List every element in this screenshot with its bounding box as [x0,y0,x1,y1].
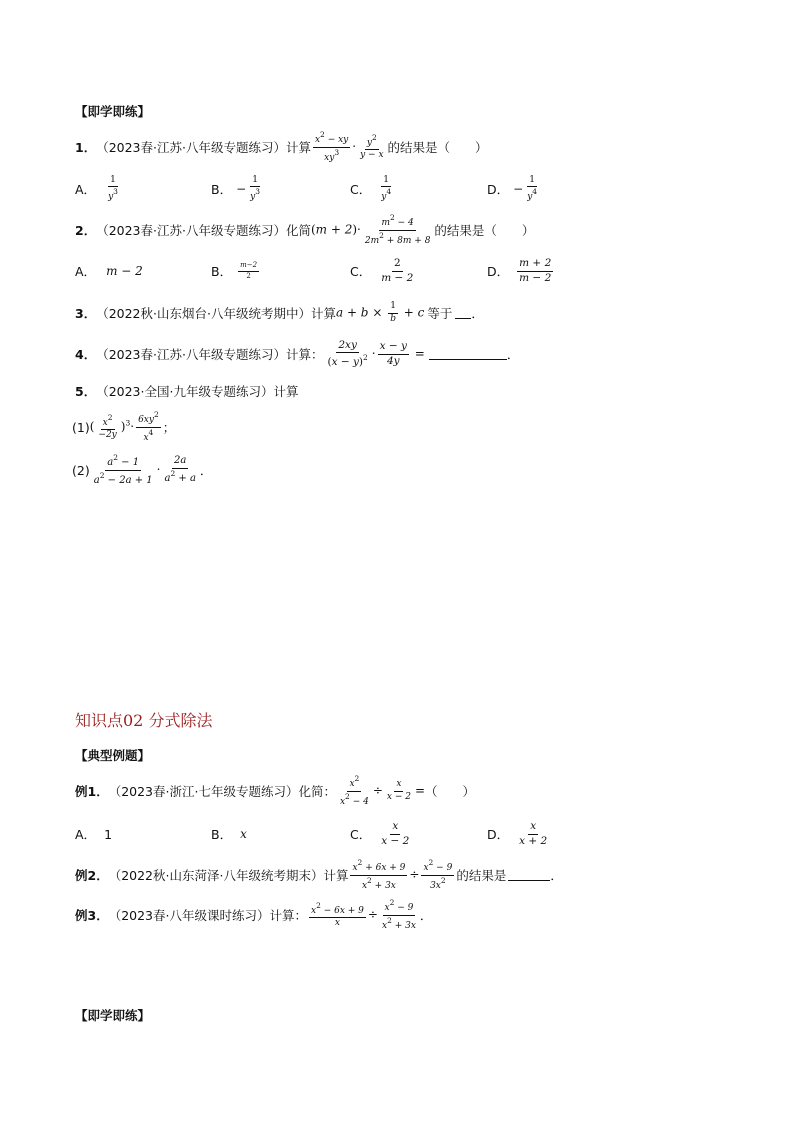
expression: $\frac{x^2}{x^2 - 4}$ ÷ $\frac{x}{x - 2}$ = [339,774,426,807]
question-5-part-2: (2) $\frac{a^2 - 1}{a^2 - 2a + 1}$ · $\frac{2a}{a^2 + a}$ ． [72,453,213,486]
question-5: 5． （2023·全国·九年级专题练习）计算 [75,384,299,399]
option-d[interactable]: D． − $\frac{1}{y^4}$ [487,174,538,202]
option-c[interactable]: C． $\frac{x}{x - 2}$ [350,820,410,847]
example-2: 例2． （2022秋·山东菏泽·八年级统考期末）计算 $\frac{x^2 + 6x + 9}{x^2 + 3x}$ ÷ $\frac{x^2 - 9}{3x^2}$ 的结果是 ． [75,858,563,891]
expression: $\frac{a^2 - 1}{a^2 - 2a + 1}$ · $\frac{2a}{a^2 + a}$ [93,453,196,486]
question-5-part-1: (1) ( $\frac{x^2}{-2y}$ )$^3$· $\frac{6xy^2}{x^4}$ ； [72,410,176,443]
option-d[interactable]: D． $\frac{x}{x + 2}$ [487,820,548,847]
expression: a + b × $\frac{1}{b}$ + c [335,301,425,324]
option-b[interactable]: B． − $\frac{1}{y^3}$ [211,174,261,202]
answer-blank[interactable] [508,870,550,881]
option-a[interactable]: A． 1 [75,826,113,842]
option-d[interactable]: D． $\frac{m + 2}{m - 2}$ [487,257,552,284]
option-b[interactable]: B． $\frac{m-2}{2}$ [211,261,258,280]
expression: (m + 2)· $\frac{m^2 - 4}{2m^2 + 8m + 8}$ [310,213,431,246]
question-tail: 的结果是（ ） [387,140,488,155]
option-c[interactable]: C． $\frac{1}{y^4}$ [350,174,392,202]
question-number: 1． [75,140,97,155]
option-a[interactable]: A． m − 2 [75,264,143,279]
question-2: 2． （2023春·江苏·八年级专题练习）化简 (m + 2)· $\frac{m^2 - 4}{2m^2 + 8m + 8}$ 的结果是（ ） [75,213,535,246]
question-3: 3． （2022秋·山东烟台·八年级统考期中）计算 a + b × $\frac{1}{b}$ + c 等于 ． [75,301,484,324]
option-b[interactable]: B． x [211,827,247,842]
question-1 [75,130,488,164]
answer-blank[interactable] [429,349,507,360]
example-3: 例3． （2023春·八年级课时练习）计算： $\frac{x^2 - 6x + 9}{x}$ ÷ $\frac{x^2 - 9}{x^2 + 3x}$ ． [75,898,433,931]
expression: $\frac{2xy}{(x - y)^2}$ · $\frac{x - y}{4y}$ = [327,338,425,368]
section-title: 知识点02 分式除法 [75,711,213,730]
option-c[interactable]: C． $\frac{2}{m - 2}$ [350,257,414,284]
question-source: （2023春·江苏·八年级专题练习）计算 [96,140,311,155]
practice-header: 【即学即练】 [75,104,151,119]
examples-header: 【典型例题】 [75,748,151,763]
practice-header-2: 【即学即练】 [75,1008,151,1023]
expression: ( $\frac{x^2}{-2y}$ )$^3$· $\frac{6xy^2}{x^4}$ [89,410,159,443]
question-4: 4． （2023春·江苏·八年级专题练习）计算： $\frac{2xy}{(x - y)^2}$ · $\frac{x - y}{4y}$ = ． [75,338,520,368]
expression: $\frac{x^2 + 6x + 9}{x^2 + 3x}$ ÷ $\frac{x^2 - 9}{3x^2}$ [352,858,453,891]
expression: $\frac{x^2 - xy}{xy^3}$ · $\frac{y^2}{y - x}$ [314,130,384,163]
example-1: 例1． （2023春·浙江·七年级专题练习）化简： $\frac{x^2}{x^2 - 4}$ ÷ $\frac{x}{x - 2}$ = （ ） [75,774,476,807]
answer-blank[interactable] [455,308,471,319]
option-a[interactable]: A． $\frac{1}{y^3}$ [75,174,118,202]
expression: $\frac{x^2 - 6x + 9}{x}$ ÷ $\frac{x^2 - 9}{x^2 + 3x}$ [311,898,416,931]
